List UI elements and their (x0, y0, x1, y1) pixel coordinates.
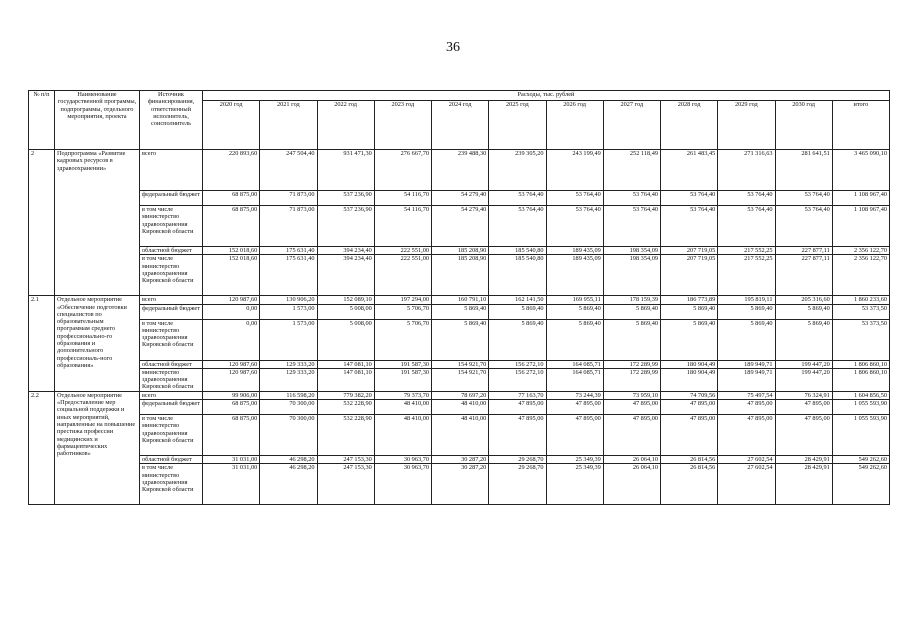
year-value: 156 272,10 (489, 368, 546, 391)
year-value: 271 316,63 (718, 150, 775, 191)
year-value: 191 587,30 (374, 360, 431, 368)
year-value: 195 819,11 (718, 296, 775, 304)
year-value: 178 159,39 (603, 296, 660, 304)
year-value: 68 875,00 (203, 191, 260, 206)
header-year: 2022 год (317, 101, 374, 150)
table-row (29, 206, 890, 247)
header-year: 2025 год (489, 101, 546, 150)
year-value: 47 895,00 (775, 415, 832, 456)
year-value: 186 773,89 (661, 296, 718, 304)
funding-source: в том числе министерство здравоохранения Кировской области (140, 464, 203, 505)
year-value: 281 641,51 (775, 150, 832, 191)
year-value: 185 540,80 (489, 247, 546, 255)
year-value: 199 447,20 (775, 368, 832, 391)
header-year: 2028 год (661, 101, 718, 150)
total-value: 1 055 593,90 (832, 415, 889, 456)
year-value: 27 602,54 (718, 456, 775, 464)
year-value: 70 300,00 (260, 400, 317, 415)
year-value: 779 382,20 (317, 391, 374, 399)
year-value: 180 904,49 (661, 368, 718, 391)
year-value: 198 354,09 (603, 247, 660, 255)
funding-source: областной бюджет (140, 360, 203, 368)
table-row (29, 296, 890, 304)
year-value: 129 333,20 (260, 360, 317, 368)
year-value: 73 244,39 (546, 391, 603, 399)
year-value: 73 959,10 (603, 391, 660, 399)
year-value: 48 410,00 (432, 415, 489, 456)
year-value: 227 877,11 (775, 255, 832, 296)
year-value: 394 234,40 (317, 255, 374, 296)
item-name: Отдельное мероприятие «Предоставление мер социальной поддержки и иных мероприятий, направленные на повышение престижа профессии медицинских и фармацевтических работников» (55, 391, 140, 505)
year-value: 71 873,00 (260, 206, 317, 247)
year-value: 217 552,25 (718, 255, 775, 296)
year-value: 217 552,25 (718, 247, 775, 255)
year-value: 931 471,30 (317, 150, 374, 191)
year-value: 239 488,30 (432, 150, 489, 191)
year-value: 5 869,40 (546, 304, 603, 319)
funding-source: областной бюджет (140, 456, 203, 464)
total-value: 2 356 122,70 (832, 247, 889, 255)
funding-source: в том числе министерство здравоохранения Кировской области (140, 415, 203, 456)
year-value: 48 410,00 (374, 415, 431, 456)
year-value: 31 031,00 (203, 456, 260, 464)
year-value: 199 447,20 (775, 360, 832, 368)
year-value: 185 208,90 (432, 247, 489, 255)
item-number: 2.1 (29, 296, 55, 391)
year-value: 207 719,05 (661, 247, 718, 255)
header-source: Источник финансирования, ответственный исполнитель, соисполнитель (140, 91, 203, 150)
year-value: 53 764,40 (603, 191, 660, 206)
header-year: 2023 год (374, 101, 431, 150)
year-value: 172 289,99 (603, 368, 660, 391)
year-value: 25 349,39 (546, 464, 603, 505)
year-value: 5 869,40 (546, 319, 603, 360)
year-value: 5 869,40 (661, 319, 718, 360)
year-value: 79 373,70 (374, 391, 431, 399)
header-year: 2029 год (718, 101, 775, 150)
year-value: 147 081,10 (317, 368, 374, 391)
year-value: 152 018,60 (203, 255, 260, 296)
year-value: 47 895,00 (661, 400, 718, 415)
year-value: 53 764,40 (775, 206, 832, 247)
header-year: 2024 год (432, 101, 489, 150)
year-value: 394 234,40 (317, 247, 374, 255)
total-value: 53 373,50 (832, 319, 889, 360)
year-value: 5 706,70 (374, 304, 431, 319)
year-value: 68 875,00 (203, 206, 260, 247)
year-value: 156 272,10 (489, 360, 546, 368)
table-row (29, 360, 890, 368)
year-value: 172 289,99 (603, 360, 660, 368)
year-value: 116 598,20 (260, 391, 317, 399)
funding-source: в том числе министерство здравоохранения Кировской области (140, 319, 203, 360)
funding-source: федеральный бюджет (140, 400, 203, 415)
year-value: 53 764,40 (489, 206, 546, 247)
year-value: 243 199,49 (546, 150, 603, 191)
year-value: 78 697,20 (432, 391, 489, 399)
year-value: 175 631,40 (260, 255, 317, 296)
year-value: 537 236,90 (317, 206, 374, 247)
year-value: 46 298,20 (260, 464, 317, 505)
year-value: 47 895,00 (489, 400, 546, 415)
header-num: № п/п (29, 91, 55, 150)
year-value: 46 298,20 (260, 456, 317, 464)
year-value: 160 791,10 (432, 296, 489, 304)
year-value: 53 764,40 (603, 206, 660, 247)
funding-source: областной бюджет (140, 247, 203, 255)
header-year: итого (832, 101, 889, 150)
year-value: 189 949,71 (718, 368, 775, 391)
year-value: 53 764,40 (546, 191, 603, 206)
year-value: 54 279,40 (432, 206, 489, 247)
year-value: 47 895,00 (489, 415, 546, 456)
year-value: 26 814,56 (661, 456, 718, 464)
table-row (29, 304, 890, 319)
total-value: 1 860 233,60 (832, 296, 889, 304)
year-value: 30 963,70 (374, 456, 431, 464)
year-value: 537 236,90 (317, 191, 374, 206)
year-value: 222 551,00 (374, 255, 431, 296)
year-value: 152 089,10 (317, 296, 374, 304)
year-value: 1 573,00 (260, 319, 317, 360)
year-value: 47 895,00 (546, 415, 603, 456)
year-value: 152 018,60 (203, 247, 260, 255)
year-value: 130 906,20 (260, 296, 317, 304)
year-value: 532 228,90 (317, 415, 374, 456)
year-value: 53 764,40 (661, 206, 718, 247)
year-value: 189 949,71 (718, 360, 775, 368)
year-value: 5 869,40 (775, 319, 832, 360)
year-value: 53 764,40 (718, 191, 775, 206)
year-value: 29 268,70 (489, 464, 546, 505)
year-value: 47 895,00 (661, 415, 718, 456)
total-value: 1 806 860,10 (832, 368, 889, 391)
table-row (29, 415, 890, 456)
table-row (29, 400, 890, 415)
year-value: 5 869,40 (603, 304, 660, 319)
year-value: 76 324,91 (775, 391, 832, 399)
funding-source: всего (140, 296, 203, 304)
year-value: 164 085,71 (546, 360, 603, 368)
year-value: 26 064,10 (603, 456, 660, 464)
year-value: 99 906,00 (203, 391, 260, 399)
year-value: 71 873,00 (260, 191, 317, 206)
year-value: 68 875,00 (203, 415, 260, 456)
page-number: 36 (446, 40, 460, 55)
year-value: 120 987,60 (203, 360, 260, 368)
table-row (29, 391, 890, 399)
year-value: 27 602,54 (718, 464, 775, 505)
year-value: 5 869,40 (432, 319, 489, 360)
year-value: 532 228,90 (317, 400, 374, 415)
year-value: 154 921,70 (432, 368, 489, 391)
header-year: 2030 год (775, 101, 832, 150)
total-value: 1 604 856,50 (832, 391, 889, 399)
year-value: 54 116,70 (374, 191, 431, 206)
year-value: 28 429,91 (775, 464, 832, 505)
total-value: 549 262,60 (832, 464, 889, 505)
year-value: 75 497,54 (718, 391, 775, 399)
year-value: 31 031,00 (203, 464, 260, 505)
year-value: 5 869,40 (432, 304, 489, 319)
year-value: 47 895,00 (775, 400, 832, 415)
year-value: 227 877,11 (775, 247, 832, 255)
table-row (29, 368, 890, 391)
year-value: 53 764,40 (546, 206, 603, 247)
year-value: 205 316,60 (775, 296, 832, 304)
year-value: 5 008,00 (317, 319, 374, 360)
year-value: 247 504,40 (260, 150, 317, 191)
year-value: 53 764,40 (775, 191, 832, 206)
funding-source: всего (140, 391, 203, 399)
year-value: 74 709,56 (661, 391, 718, 399)
table-row (29, 255, 890, 296)
funding-source: федеральный бюджет (140, 304, 203, 319)
year-value: 48 410,00 (374, 400, 431, 415)
year-value: 48 410,00 (432, 400, 489, 415)
header-year: 2026 год (546, 101, 603, 150)
total-value: 1 055 593,90 (832, 400, 889, 415)
year-value: 47 895,00 (546, 400, 603, 415)
table-body (29, 150, 890, 505)
year-value: 29 268,70 (489, 456, 546, 464)
budget-table (28, 90, 890, 505)
year-value: 5 869,40 (718, 319, 775, 360)
year-value: 47 895,00 (603, 400, 660, 415)
year-value: 169 955,11 (546, 296, 603, 304)
total-value: 549 262,60 (832, 456, 889, 464)
year-value: 70 300,00 (260, 415, 317, 456)
year-value: 26 064,10 (603, 464, 660, 505)
year-value: 197 294,00 (374, 296, 431, 304)
table-header (29, 91, 890, 150)
year-value: 54 116,70 (374, 206, 431, 247)
year-value: 47 895,00 (718, 400, 775, 415)
year-value: 154 921,70 (432, 360, 489, 368)
total-value: 3 465 090,10 (832, 150, 889, 191)
funding-source: всего (140, 150, 203, 191)
year-value: 198 354,09 (603, 255, 660, 296)
header-expenses: Расходы, тыс. рублей (203, 91, 890, 101)
year-value: 261 483,45 (661, 150, 718, 191)
header-name: Наименование государственной программы, подпрограммы, отдельного мероприятия, проекта (55, 91, 140, 150)
total-value: 1 108 967,40 (832, 206, 889, 247)
year-value: 0,00 (203, 319, 260, 360)
year-value: 26 814,56 (661, 464, 718, 505)
total-value: 2 356 122,70 (832, 255, 889, 296)
year-value: 25 349,39 (546, 456, 603, 464)
year-value: 28 429,91 (775, 456, 832, 464)
year-value: 77 163,70 (489, 391, 546, 399)
year-value: 5 869,40 (489, 319, 546, 360)
item-number: 2 (29, 150, 55, 296)
year-value: 53 764,40 (489, 191, 546, 206)
year-value: 220 893,60 (203, 150, 260, 191)
year-value: 53 764,40 (661, 191, 718, 206)
funding-source: в том числе министерство здравоохранения Кировской области (140, 206, 203, 247)
year-value: 5 869,40 (718, 304, 775, 319)
table-row (29, 456, 890, 464)
year-value: 5 869,40 (661, 304, 718, 319)
year-value: 239 305,20 (489, 150, 546, 191)
year-value: 47 895,00 (718, 415, 775, 456)
total-value: 53 373,50 (832, 304, 889, 319)
year-value: 30 287,20 (432, 456, 489, 464)
year-value: 129 333,20 (260, 368, 317, 391)
year-value: 0,00 (203, 304, 260, 319)
year-value: 5 869,40 (489, 304, 546, 319)
year-value: 5 706,70 (374, 319, 431, 360)
year-value: 53 764,40 (718, 206, 775, 247)
item-number: 2.2 (29, 391, 55, 505)
year-value: 189 435,09 (546, 247, 603, 255)
year-value: 30 963,70 (374, 464, 431, 505)
item-name: Отдельное мероприятие «Обеспечение подготовки специалистов по образовательным программам среднего профессионально-го образования и дополнительного профессиональ-ного образования» (55, 296, 140, 391)
year-value: 5 008,00 (317, 304, 374, 319)
year-value: 120 987,60 (203, 296, 260, 304)
year-value: 30 287,20 (432, 464, 489, 505)
year-value: 120 987,60 (203, 368, 260, 391)
item-name: Подпрограмма «Развитие кадровых ресурсов в здравоохранении» (55, 150, 140, 296)
year-value: 180 904,49 (661, 360, 718, 368)
funding-source: министерство здравоохранения Кировской области (140, 368, 203, 391)
year-value: 1 573,00 (260, 304, 317, 319)
total-value: 1 108 967,40 (832, 191, 889, 206)
total-value: 1 806 860,10 (832, 360, 889, 368)
funding-source: в том числе министерство здравоохранения Кировской области (140, 255, 203, 296)
table-row (29, 319, 890, 360)
year-value: 54 279,40 (432, 191, 489, 206)
table-row (29, 150, 890, 191)
year-value: 68 875,00 (203, 400, 260, 415)
year-value: 185 540,80 (489, 255, 546, 296)
header-year: 2027 год (603, 101, 660, 150)
year-value: 222 551,00 (374, 247, 431, 255)
table-row (29, 191, 890, 206)
year-value: 175 631,40 (260, 247, 317, 255)
year-value: 47 895,00 (603, 415, 660, 456)
header-year: 2020 год (203, 101, 260, 150)
year-value: 5 869,40 (775, 304, 832, 319)
year-value: 147 081,10 (317, 360, 374, 368)
year-value: 247 153,30 (317, 456, 374, 464)
year-value: 185 208,90 (432, 255, 489, 296)
year-value: 247 153,30 (317, 464, 374, 505)
year-value: 5 869,40 (603, 319, 660, 360)
year-value: 207 719,05 (661, 255, 718, 296)
year-value: 189 435,09 (546, 255, 603, 296)
year-value: 191 587,30 (374, 368, 431, 391)
year-value: 252 118,49 (603, 150, 660, 191)
funding-source: федеральный бюджет (140, 191, 203, 206)
year-value: 276 667,70 (374, 150, 431, 191)
table-row (29, 464, 890, 505)
year-value: 162 141,50 (489, 296, 546, 304)
table-row (29, 247, 890, 255)
header-year: 2021 год (260, 101, 317, 150)
year-value: 164 085,71 (546, 368, 603, 391)
